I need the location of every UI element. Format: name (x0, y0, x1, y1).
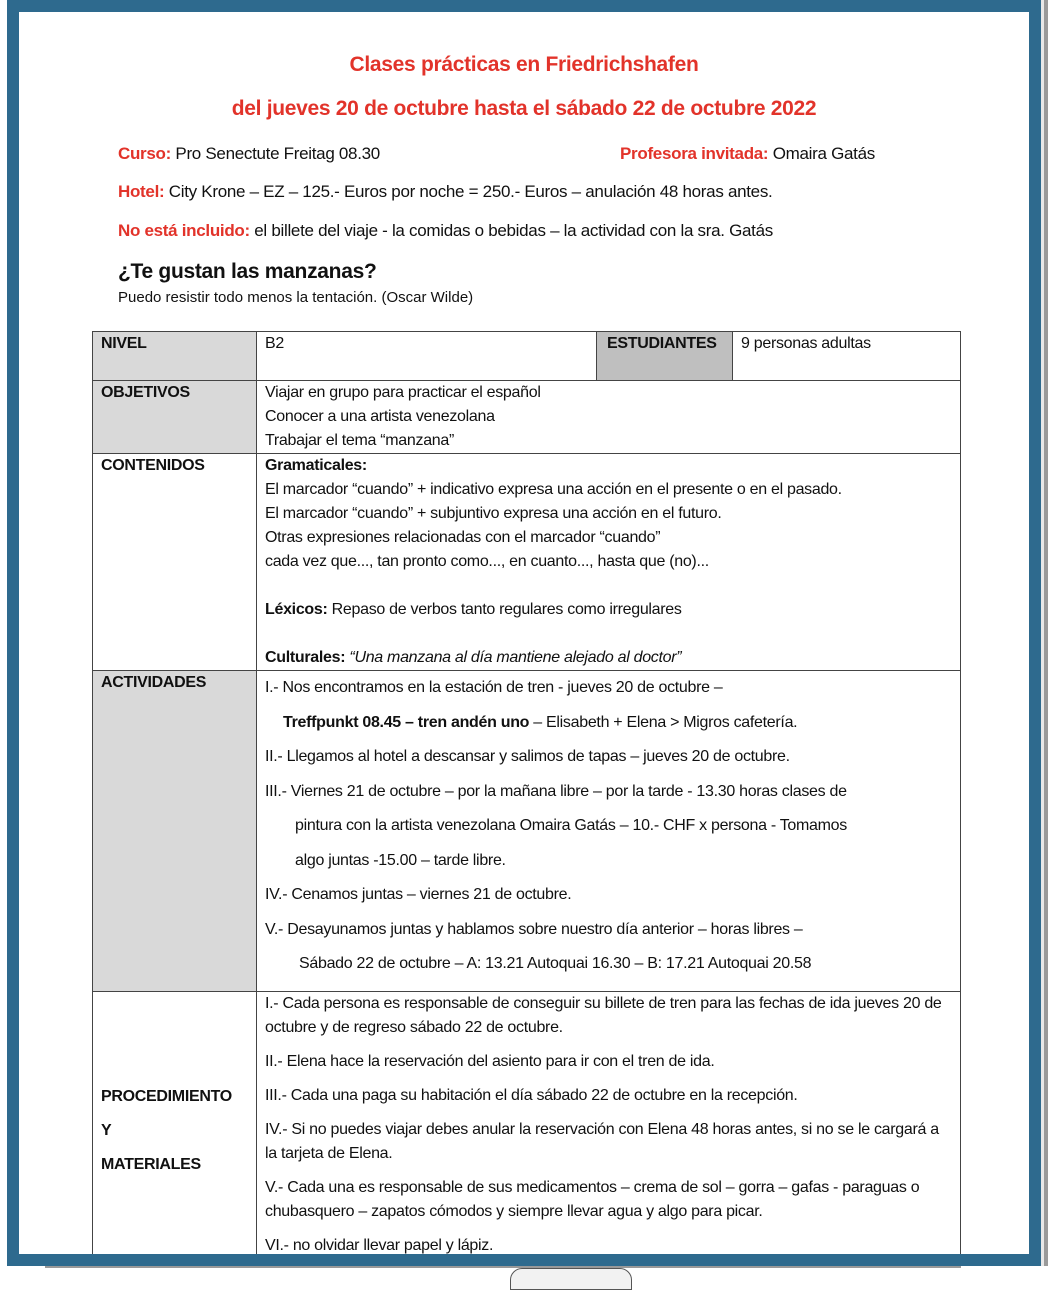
procedimiento-item: II.- Elena hace la reservación del asiento para ir con el tren de ida. (265, 1053, 715, 1070)
actividad-line: III.- Viernes 21 de octubre – por la mañana libre – por la tarde - 13.30 horas clases de (265, 782, 847, 800)
curso-line (118, 144, 380, 164)
profesora-line (620, 144, 875, 164)
curso-label: Curso: (118, 144, 171, 163)
actividad-line-rest: – Elisabeth + Elena > Migros cafetería. (529, 713, 798, 731)
objetivo-item: Trabajar el tema “manzana” (265, 432, 455, 449)
actividad-line (265, 706, 952, 741)
gramatical-item: El marcador “cuando” + indicativo expresa una acción en el presente o en el pasado. (265, 481, 842, 498)
curso-value: Pro Senectute Freitag 08.30 (170, 144, 380, 163)
estudiantes-value: 9 personas adultas (733, 332, 961, 381)
procedimiento-content (257, 992, 961, 1267)
quote-text: Puedo resistir todo menos la tentación. (Oscar Wilde) (118, 289, 474, 306)
estudiantes-label: ESTUDIANTES (597, 332, 733, 381)
profesora-value: Omaira Gatás (768, 144, 875, 163)
procedimiento-item: IV.- Si no puedes viajar debes anular la reservación con Elena 48 horas antes, si no se le cargará a la tarjeta de Elena. (265, 1121, 939, 1162)
objetivos-label: OBJETIVOS (93, 381, 257, 454)
gramaticales-label: Gramaticales: (265, 457, 367, 474)
objetivo-item: Conocer a una artista venezolana (265, 408, 495, 425)
procedimiento-item: III.- Cada una paga su habitación el día sábado 22 de octubre en la recepción. (265, 1087, 798, 1104)
objetivos-content (257, 381, 961, 454)
table-row-contenidos (93, 454, 961, 671)
actividad-line: Sábado 22 de octubre – A: 13.21 Autoquai 16.30 – B: 17.21 Autoquai 20.58 (299, 955, 812, 972)
lexicos-line (265, 598, 952, 622)
next-page-edge (45, 1266, 961, 1268)
objetivo-item: Viajar en grupo para practicar el español (265, 384, 541, 401)
procedimiento-item: VI.- no olvidar llevar papel y lápiz. (265, 1237, 494, 1254)
nivel-label: NIVEL (93, 332, 257, 381)
hotel-line (118, 182, 772, 202)
lesson-plan-table (92, 331, 961, 1266)
lexicos-label: Léxicos: (265, 601, 328, 618)
no-incluido-value: el billete del viaje - la comidas o bebidas – la actividad con la sra. Gatás (249, 221, 773, 240)
below-page-area (0, 1266, 1048, 1281)
actividad-line: pintura con la artista venezolana Omaira Gatás – 10.- CHF x persona - Tomamos (295, 817, 847, 834)
page-indicator-bubble (510, 1268, 632, 1290)
contenidos-content (257, 454, 961, 671)
profesora-label: Profesora invitada: (620, 144, 769, 163)
table-row-nivel (93, 332, 961, 381)
actividad-line: IV.- Cenamos juntas – viernes 21 de octubre. (265, 886, 572, 903)
culturales-value: “Una manzana al día mantiene alejado al doctor” (345, 649, 682, 666)
procedimiento-label (93, 992, 257, 1267)
table-row-actividades (93, 671, 961, 992)
hotel-value: City Krone – EZ – 125.- Euros por noche = 250.- Euros – anulación 48 horas antes. (164, 182, 773, 201)
no-incluido-label: No está incluido: (118, 221, 250, 240)
culturales-label: Culturales: (265, 649, 346, 666)
lexicos-value: Repaso de verbos tanto regulares como irregulares (327, 601, 682, 618)
no-incluido-line (118, 221, 773, 241)
treffpunkt-bold: Treffpunkt 08.45 – tren andén uno (283, 713, 530, 731)
nivel-value: B2 (257, 332, 597, 381)
gramatical-item: Otras expresiones relacionadas con el marcador “cuando” (265, 529, 661, 546)
table-row-procedimiento (93, 992, 961, 1267)
actividades-label: ACTIVIDADES (93, 671, 257, 992)
section-heading: ¿Te gustan las manzanas? (118, 260, 377, 283)
hotel-label: Hotel: (118, 182, 165, 201)
procedimiento-label-line: PROCEDIMIENTO (101, 1088, 232, 1105)
actividad-line: V.- Desayunamos juntas y hablamos sobre nuestro día anterior – horas libres – (265, 920, 803, 938)
culturales-line (265, 646, 952, 670)
procedimiento-label-line: MATERIALES (101, 1156, 201, 1173)
document-title: Clases prácticas en Friedrichshafen (349, 53, 699, 76)
actividades-content (257, 671, 961, 992)
gramatical-item: cada vez que..., tan pronto como..., en cuanto..., hasta que (no)... (265, 553, 709, 570)
actividad-line: algo juntas -15.00 – tarde libre. (295, 851, 506, 869)
document-subtitle-dates: del jueves 20 de octubre hasta el sábado 22 de octubre 2022 (231, 97, 817, 120)
gramatical-item: El marcador “cuando” + subjuntivo expresa una acción en el futuro. (265, 505, 722, 522)
table-row-objetivos (93, 381, 961, 454)
procedimiento-item: V.- Cada una es responsable de sus medicamentos – crema de sol – gorra – gafas - paraguas o chubasquero – zapatos cómodos y siempre llevar agua y algo para picar. (265, 1179, 920, 1220)
actividad-line: II.- Llegamos al hotel a descansar y salimos de tapas – jueves 20 de octubre. (265, 748, 790, 765)
procedimiento-item: I.- Cada persona es responsable de conseguir su billete de tren para las fechas de ida jueves 20 de octubre y de regreso sábado 22 de octubre. (265, 995, 942, 1036)
actividad-line: I.- Nos encontramos en la estación de tren - jueves 20 de octubre – (265, 679, 723, 696)
contenidos-label: CONTENIDOS (93, 454, 257, 671)
procedimiento-label-line: Y (101, 1122, 112, 1139)
